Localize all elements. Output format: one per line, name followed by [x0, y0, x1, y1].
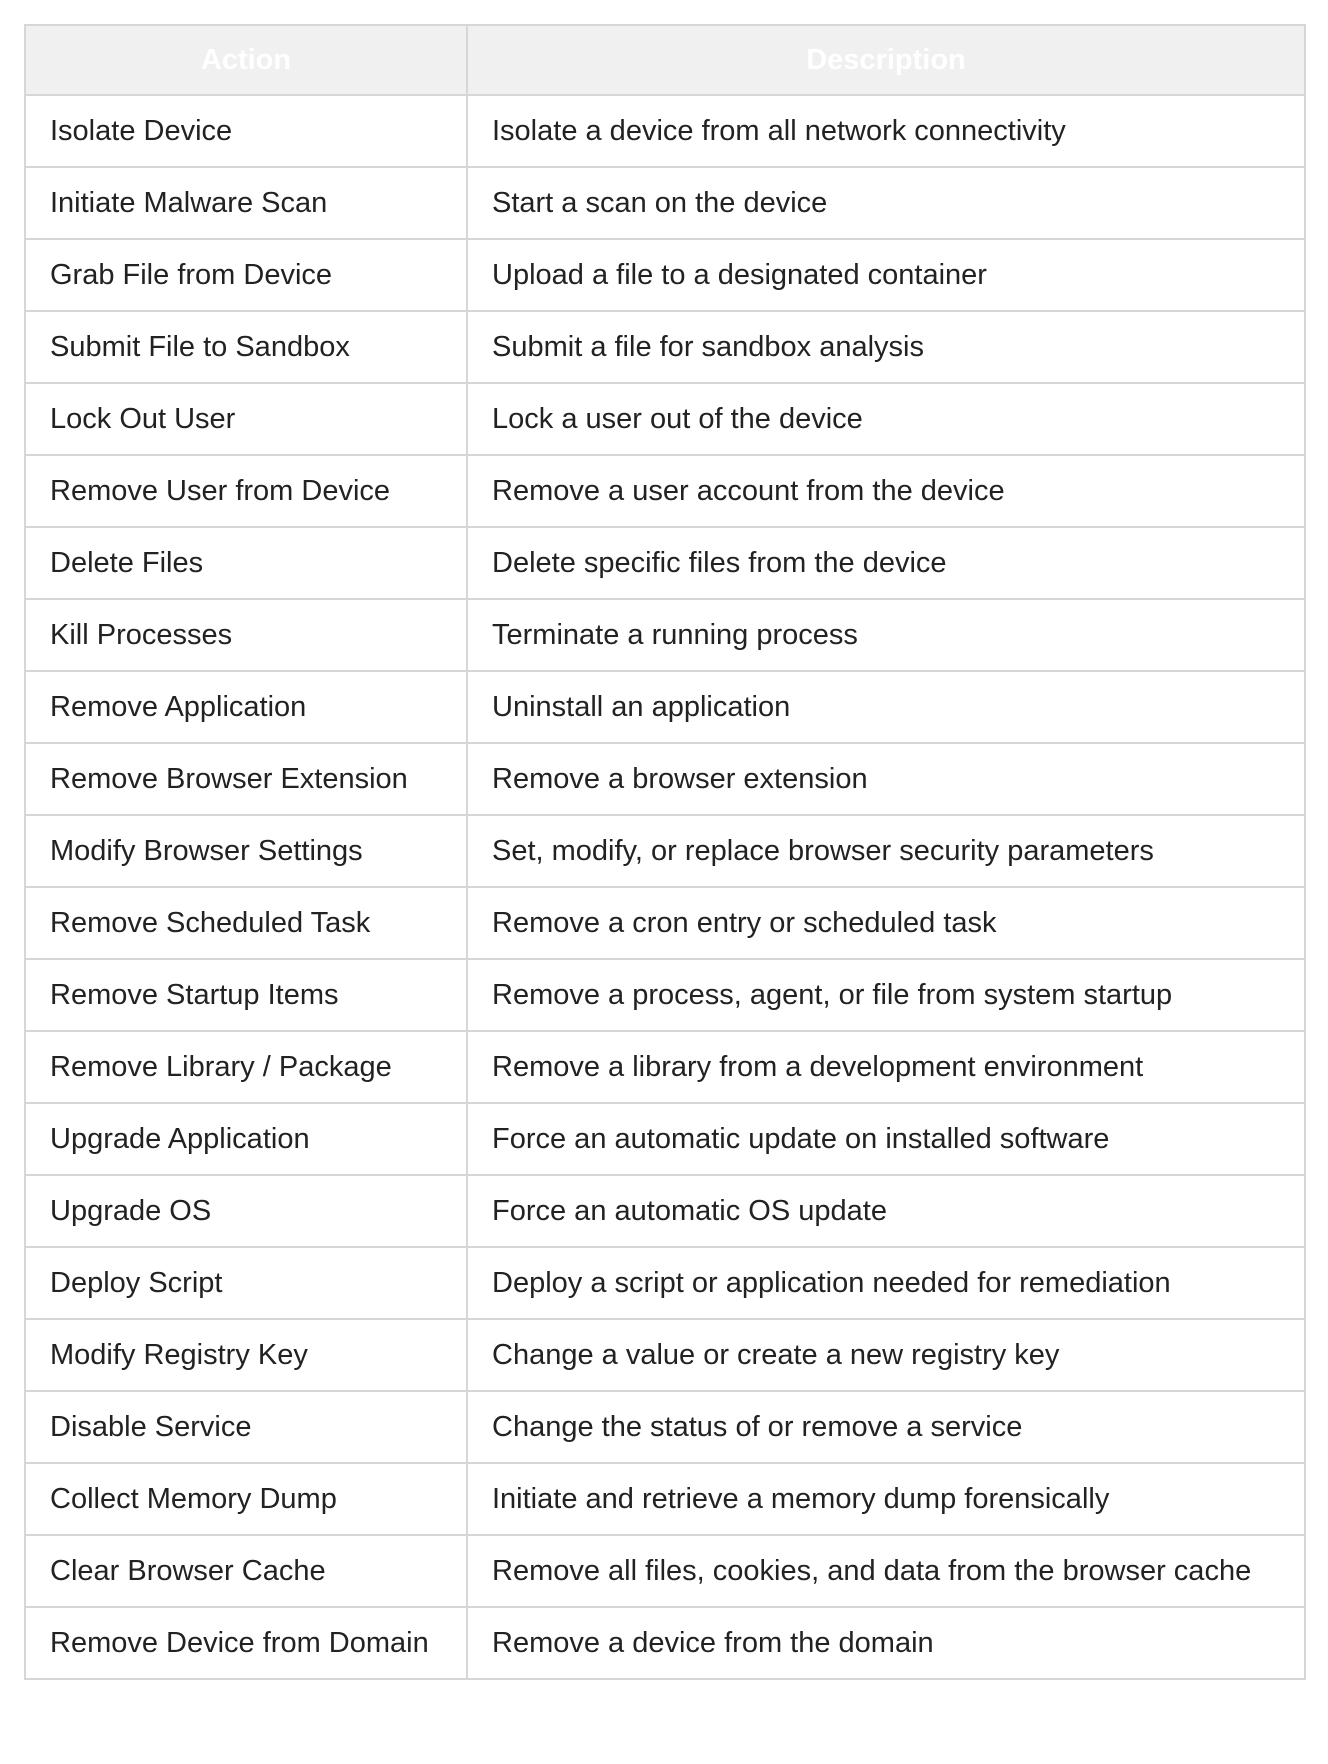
- description-cell: Force an automatic OS update: [467, 1175, 1305, 1247]
- description-cell: Upload a file to a designated container: [467, 239, 1305, 311]
- description-cell: Initiate and retrieve a memory dump forensically: [467, 1463, 1305, 1535]
- description-cell: Isolate a device from all network connectivity: [467, 95, 1305, 167]
- table-row: [25, 527, 1305, 599]
- description-cell: Deploy a script or application needed for remediation: [467, 1247, 1305, 1319]
- action-cell: Remove Browser Extension: [25, 743, 467, 815]
- table-row: [25, 671, 1305, 743]
- description-cell: Remove a library from a development environment: [467, 1031, 1305, 1103]
- table-row: [25, 1607, 1305, 1679]
- description-cell: Remove a user account from the device: [467, 455, 1305, 527]
- table-row: [25, 599, 1305, 671]
- table-row: [25, 1535, 1305, 1607]
- table-row: [25, 311, 1305, 383]
- description-cell: Terminate a running process: [467, 599, 1305, 671]
- table-row: [25, 743, 1305, 815]
- table-row: [25, 887, 1305, 959]
- header-action: Action: [25, 25, 467, 95]
- action-cell: Remove User from Device: [25, 455, 467, 527]
- action-cell: Collect Memory Dump: [25, 1463, 467, 1535]
- table-row: [25, 959, 1305, 1031]
- table-row: [25, 455, 1305, 527]
- description-cell: Remove a process, agent, or file from system startup: [467, 959, 1305, 1031]
- action-cell: Lock Out User: [25, 383, 467, 455]
- description-cell: Force an automatic update on installed software: [467, 1103, 1305, 1175]
- description-cell: Remove a cron entry or scheduled task: [467, 887, 1305, 959]
- table-header: [25, 25, 1305, 95]
- table-row: [25, 383, 1305, 455]
- description-cell: Change the status of or remove a service: [467, 1391, 1305, 1463]
- table-row: [25, 1319, 1305, 1391]
- description-cell: Lock a user out of the device: [467, 383, 1305, 455]
- action-cell: Isolate Device: [25, 95, 467, 167]
- action-cell: Remove Startup Items: [25, 959, 467, 1031]
- actions-table-container: [24, 24, 1304, 1680]
- description-cell: Remove all files, cookies, and data from the browser cache: [467, 1535, 1305, 1607]
- description-cell: Remove a device from the domain: [467, 1607, 1305, 1679]
- description-cell: Set, modify, or replace browser security parameters: [467, 815, 1305, 887]
- table-row: [25, 1103, 1305, 1175]
- header-description: Description: [467, 25, 1305, 95]
- table-row: [25, 1247, 1305, 1319]
- action-cell: Modify Registry Key: [25, 1319, 467, 1391]
- description-cell: Start a scan on the device: [467, 167, 1305, 239]
- action-cell: Disable Service: [25, 1391, 467, 1463]
- table-row: [25, 1175, 1305, 1247]
- description-cell: Submit a file for sandbox analysis: [467, 311, 1305, 383]
- action-cell: Grab File from Device: [25, 239, 467, 311]
- action-cell: Kill Processes: [25, 599, 467, 671]
- action-cell: Delete Files: [25, 527, 467, 599]
- action-cell: Deploy Script: [25, 1247, 467, 1319]
- action-cell: Modify Browser Settings: [25, 815, 467, 887]
- action-cell: Remove Application: [25, 671, 467, 743]
- table-row: [25, 1391, 1305, 1463]
- action-cell: Upgrade Application: [25, 1103, 467, 1175]
- table-row: [25, 815, 1305, 887]
- description-cell: Delete specific files from the device: [467, 527, 1305, 599]
- action-cell: Remove Scheduled Task: [25, 887, 467, 959]
- action-cell: Upgrade OS: [25, 1175, 467, 1247]
- action-cell: Submit File to Sandbox: [25, 311, 467, 383]
- action-cell: Clear Browser Cache: [25, 1535, 467, 1607]
- action-cell: Remove Library / Package: [25, 1031, 467, 1103]
- table-row: [25, 1463, 1305, 1535]
- actions-table: [24, 24, 1306, 1680]
- table-row: [25, 95, 1305, 167]
- table-row: [25, 1031, 1305, 1103]
- table-row: [25, 167, 1305, 239]
- action-cell: Remove Device from Domain: [25, 1607, 467, 1679]
- description-cell: Change a value or create a new registry key: [467, 1319, 1305, 1391]
- description-cell: Remove a browser extension: [467, 743, 1305, 815]
- header-row: [25, 25, 1305, 95]
- table-row: [25, 239, 1305, 311]
- action-cell: Initiate Malware Scan: [25, 167, 467, 239]
- description-cell: Uninstall an application: [467, 671, 1305, 743]
- table-body: [25, 95, 1305, 1679]
